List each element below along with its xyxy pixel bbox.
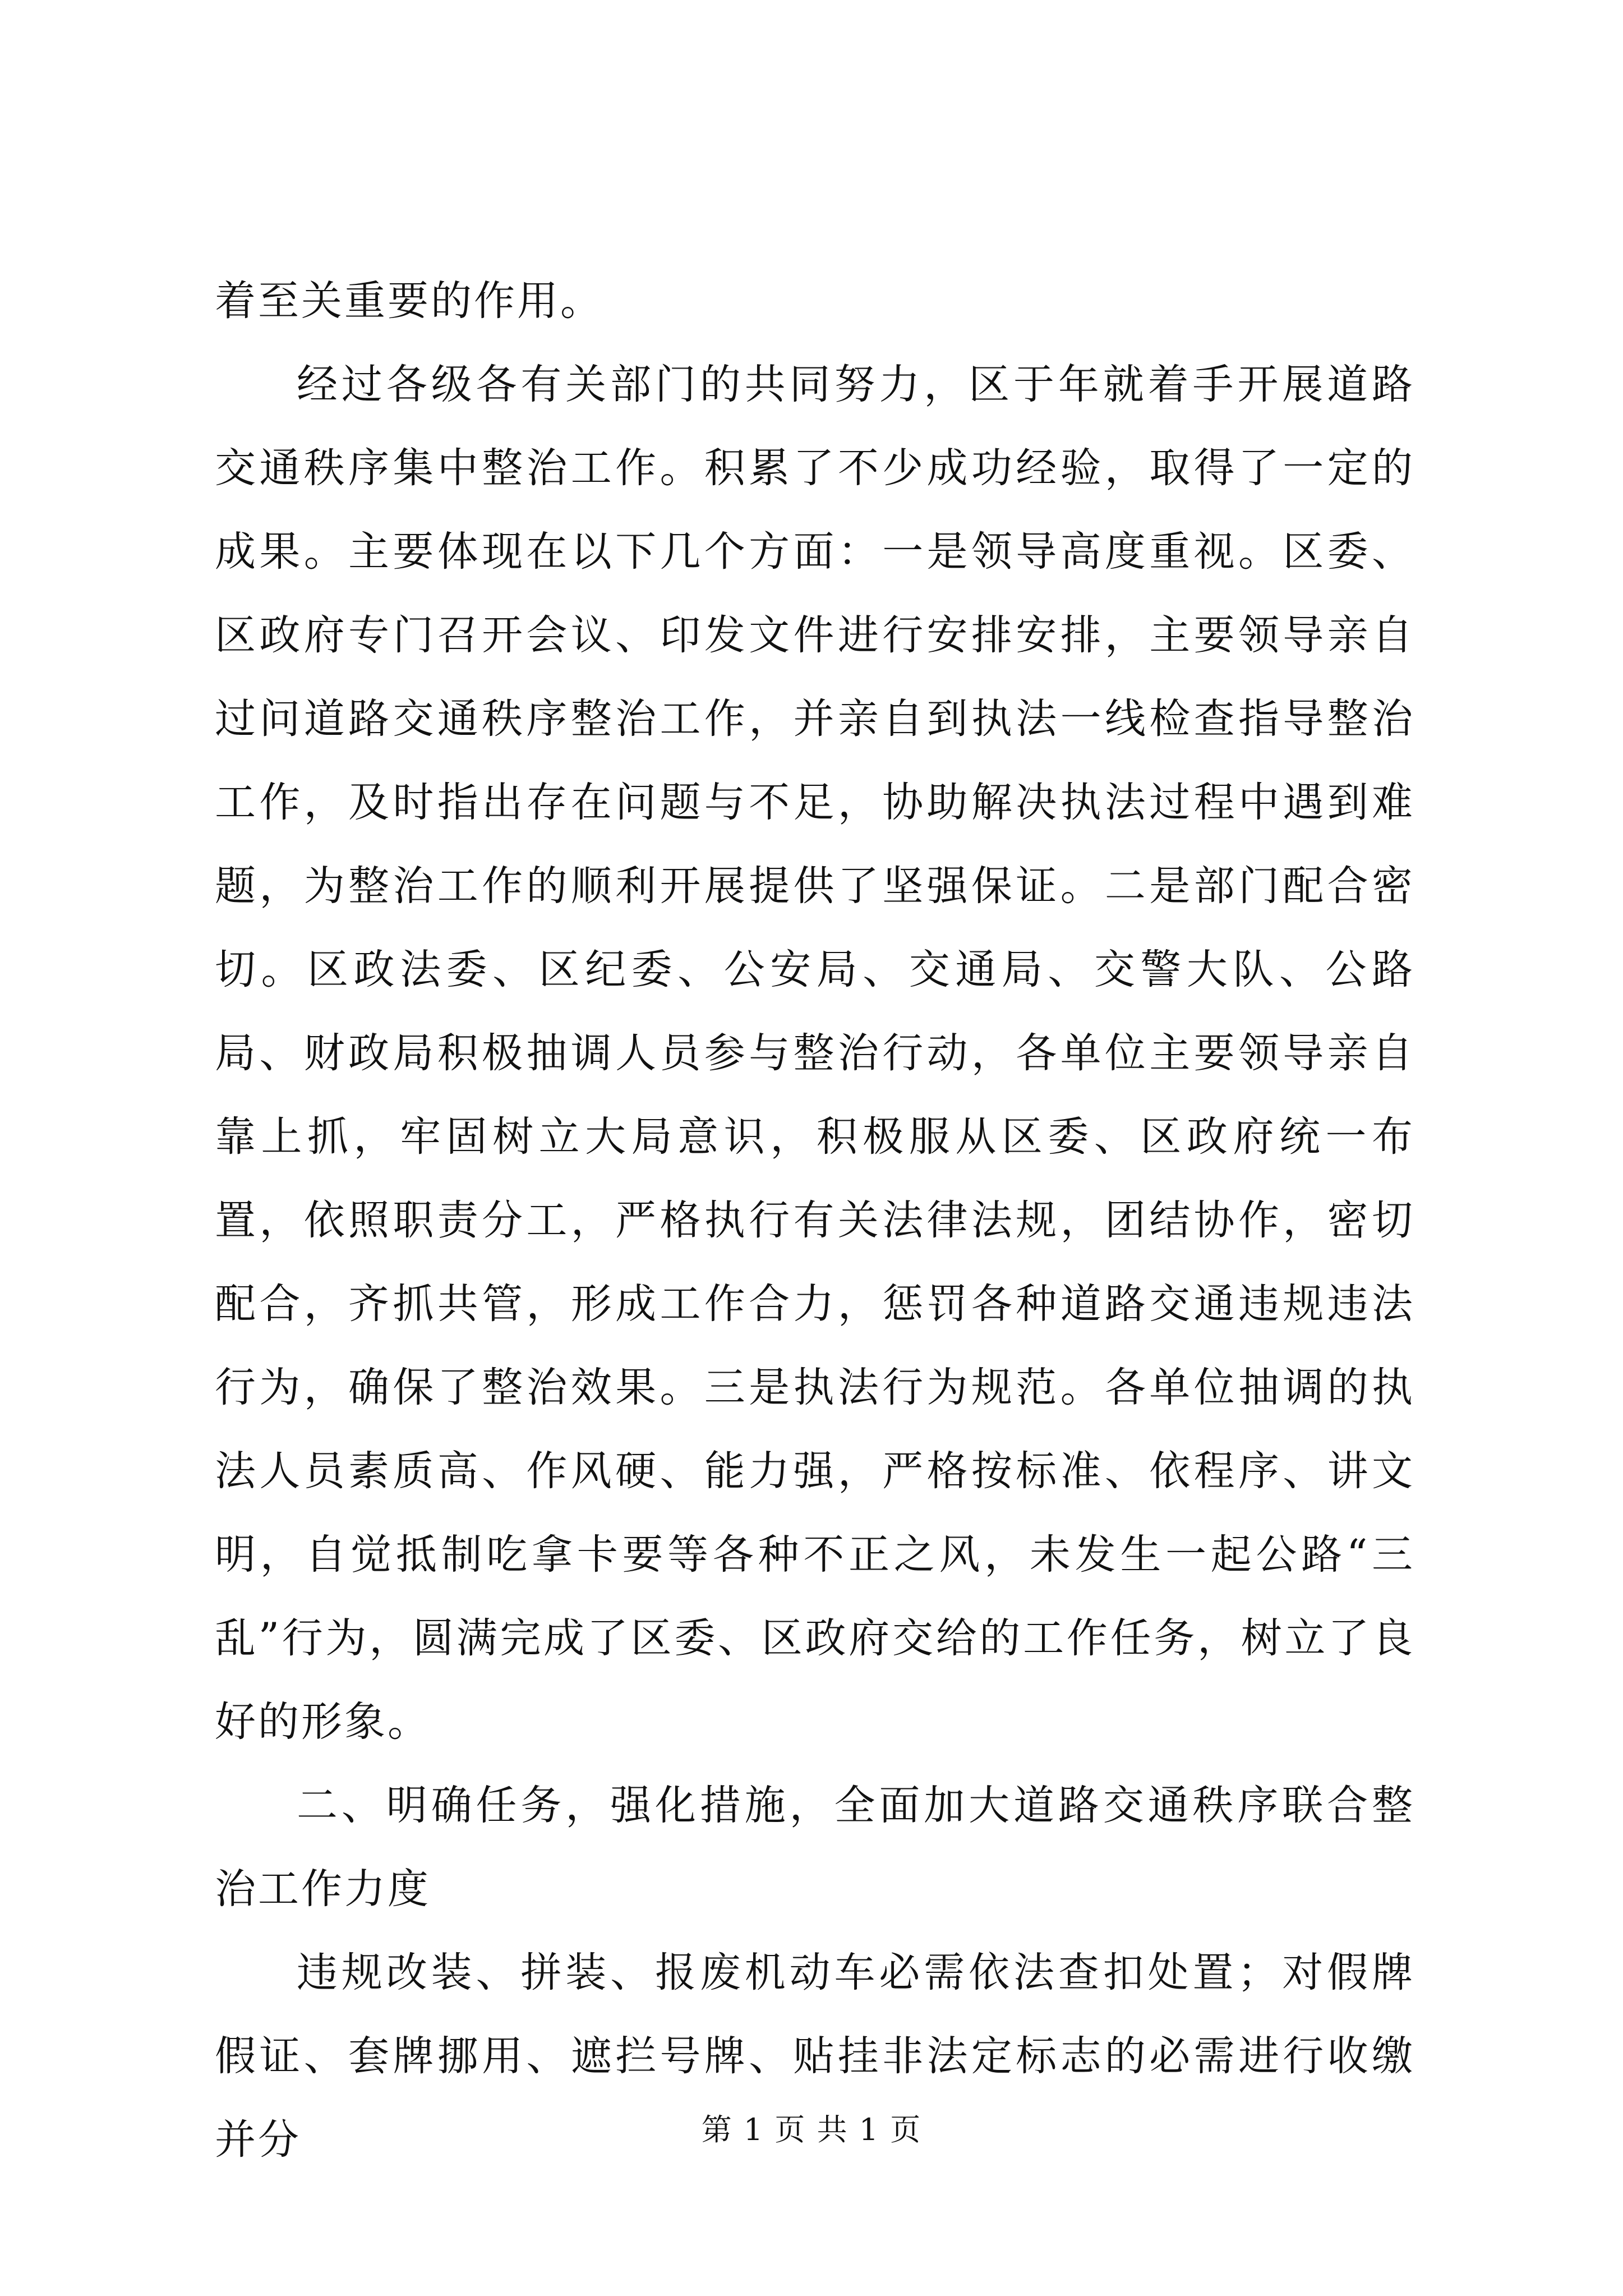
section-heading: 二、明确任务，强化措施，全面加大道路交通秩序联合整治工作力度 [215,1782,1415,1913]
paragraph-3: 违规改装、拼装、报废机动车必需依法查扣处置；对假牌假证、套牌挪用、遮拦号牌、贴挂非法定标志的必需进行收缴并分 [215,1949,1415,2164]
document-body [215,259,1415,2182]
page-number-footer: 第 1 页 共 1 页 [701,2112,922,2147]
paragraph-1: 着至关重要的作用。 [215,277,603,325]
paragraph-2: 经过各级各有关部门的共同努力，区于年就着手开展道路交通秩序集中整治工作。积累了不少成功经验，取得了一定的成果。主要体现在以下几个方面：一是领导高度重视。区委、区政府专门召开会议、印发文件进行安排安排，主要领导亲自过问道路交通秩序整治工作，并亲自到执法一线检查指导整治工作，及时指出存在问题与不足，协助解决执法过程中遇到难题，为整治工作的顺利开展提供了坚强保证。二是部门配合密切。区政法委、区纪委、公安局、交通局、交警大队、公路局、财政局积极抽调人员参与整治行动，各单位主要领导亲自靠上抓，牢固树立大局意识，积极服从区委、区政府统一布置，依照职责分工，严格执行有关法律法规，团结协作，密切配合，齐抓共管，形成工作合力，惩罚各种道路交通违规违法行为，确保了整治效果。三是执法行为规范。各单位抽调的执法人员素质高、作风硬、能力强，严格按标准、依程序、讲文明，自觉抵制吃拿卡要等各种不正之风，未发生一起公路“三乱”行为，圆满完成了区委、区政府交给的工作任务，树立了良好的形象。 [215,361,1415,1746]
